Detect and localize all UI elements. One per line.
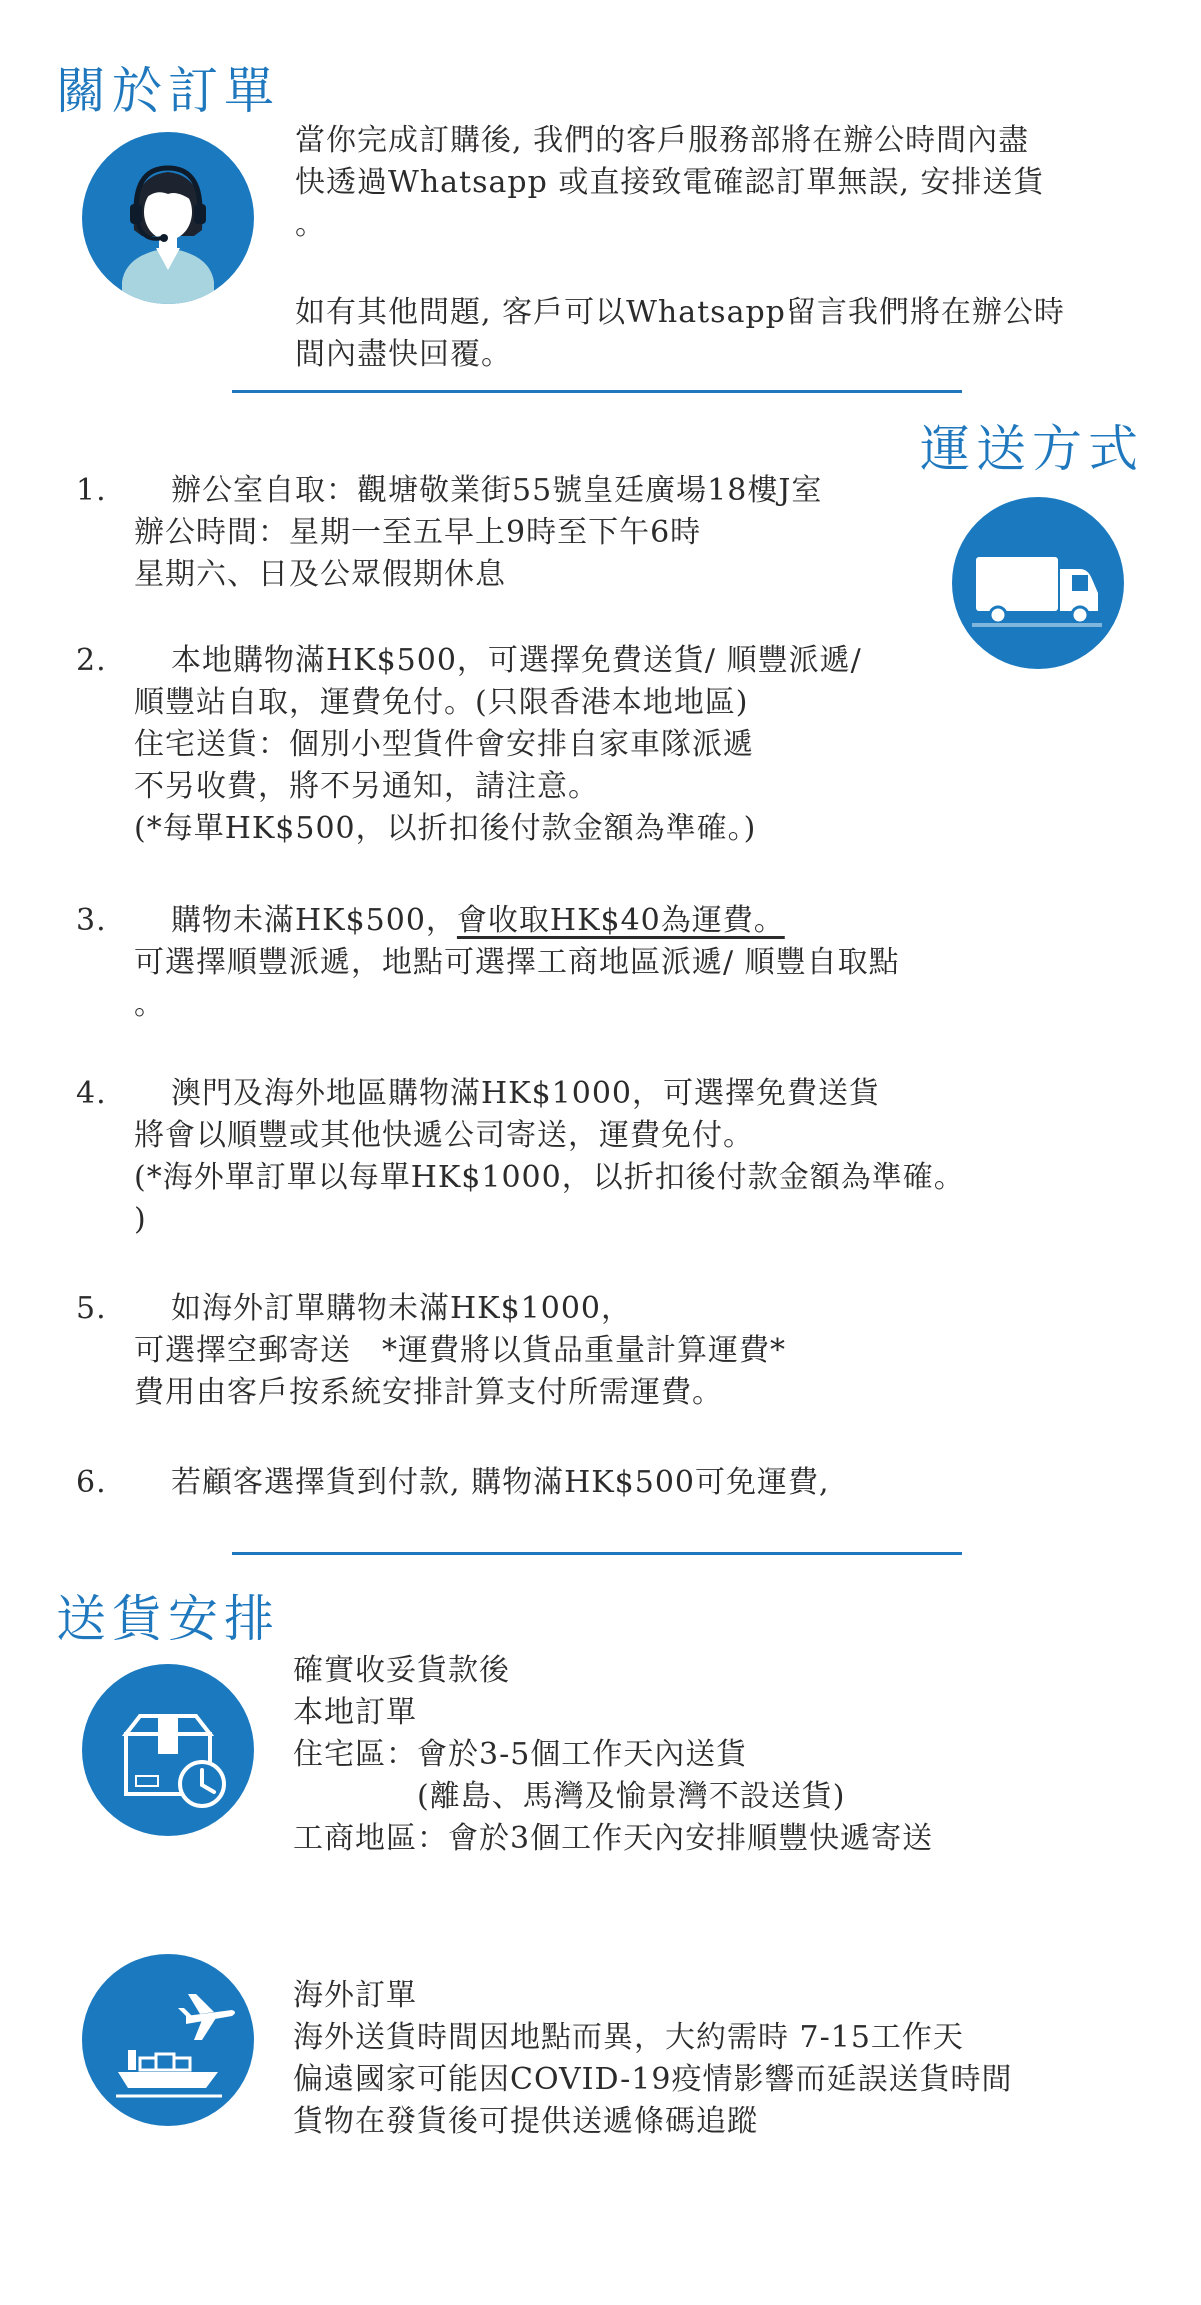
item-number: 2.	[76, 643, 107, 678]
overseas-delivery-line-3: 偏遠國家可能因COVID-19疫情影響而延誤送貨時間	[293, 2062, 1013, 2097]
item-line: (*每單HK$500，以折扣後付款金額為準確。)	[134, 811, 757, 846]
local-delivery-line-5: 工商地區：會於3個工作天內安排順豐快遞寄送	[293, 1821, 934, 1856]
item-line: 辦公室自取：觀塘敬業街55號皇廷廣場18樓J室	[171, 473, 823, 508]
item-number: 6.	[76, 1465, 107, 1500]
item-line: )	[134, 1202, 147, 1237]
about-paragraph-line-2: 快透過Whatsapp 或直接致電確認訂單無誤, 安排送貨	[295, 165, 1045, 200]
shipping-item-1	[76, 470, 936, 596]
about-paragraph-line-3: 。	[295, 207, 326, 242]
item-line: 。	[134, 987, 165, 1022]
item-line: 費用由客戶按系統安排計算支付所需運費。	[134, 1375, 723, 1410]
shipping-method-heading: 運送方式	[920, 420, 1144, 478]
item-number: 5.	[76, 1291, 107, 1326]
shipping-item-4	[76, 1073, 1136, 1241]
item-line: 澳門及海外地區購物滿HK$1000，可選擇免費送貨	[171, 1076, 881, 1111]
local-delivery-line-3: 住宅區：會於3-5個工作天內送貨	[293, 1737, 748, 1772]
section-divider	[232, 1552, 962, 1555]
item-line: (*海外單訂單以每單HK$1000，以折扣後付款金額為準確。	[134, 1160, 965, 1195]
item-line: 可選擇空郵寄送 *運費將以貨品重量計算運費*	[134, 1333, 786, 1368]
about-paragraph2-line-2: 間內盡快回覆。	[295, 337, 512, 372]
item-number: 3.	[76, 903, 107, 938]
item-line	[76, 900, 1076, 942]
customer-service-icon	[82, 132, 254, 304]
shipping-item-2	[76, 640, 976, 850]
overseas-delivery-line-1: 海外訂單	[293, 1978, 417, 2013]
item-line: 住宅送貨：個別小型貨件會安排自家車隊派遞	[134, 727, 754, 762]
shipping-item-6	[76, 1462, 1036, 1504]
package-clock-icon	[82, 1664, 254, 1836]
item-line: 若顧客選擇貨到付款, 購物滿HK$500可免運費,	[171, 1465, 830, 1500]
local-delivery-line-1: 確實收妥貨款後	[293, 1653, 510, 1688]
item-line: 本地購物滿HK$500，可選擇免費送貨/ 順豐派遞/	[171, 643, 862, 678]
overseas-delivery-line-4: 貨物在發貨後可提供送遞條碼追蹤	[293, 2104, 758, 2139]
shipping-item-3	[76, 900, 1076, 1026]
item-line: 如海外訂單購物未滿HK$1000，	[171, 1291, 633, 1326]
local-delivery-line-4: (離島、馬灣及愉景灣不設送貨)	[293, 1779, 846, 1814]
delivery-arrangement-heading: 送貨安排	[56, 1590, 280, 1648]
item-line: 辦公時間：星期一至五早上9時至下午6時	[134, 515, 702, 550]
about-order-heading: 關於訂單	[56, 62, 280, 120]
overseas-delivery-line-2: 海外送貨時間因地點而異，大約需時 7-15工作天	[293, 2020, 964, 2055]
delivery-truck-icon	[952, 497, 1124, 669]
item-number: 4.	[76, 1076, 107, 1111]
item-line: 順豐站自取，運費免付。(只限香港本地地區)	[134, 685, 749, 720]
item-line: 不另收費，將不另通知，請注意。	[134, 769, 599, 804]
item-line: 星期六、日及公眾假期休息	[134, 557, 506, 592]
item-line: 可選擇順豐派遞，地點可選擇工商地區派遞/ 順豐自取點	[134, 945, 900, 980]
local-delivery-line-2: 本地訂單	[293, 1695, 417, 1730]
item-line-prefix: 購物未滿HK$500，	[171, 903, 457, 938]
plane-ship-icon	[82, 1954, 254, 2126]
item-line: 將會以順豐或其他快遞公司寄送，運費免付。	[134, 1118, 754, 1153]
item-number: 1.	[76, 473, 107, 508]
shipping-item-5	[76, 1288, 1036, 1414]
about-paragraph-line-1: 當你完成訂購後, 我們的客戶服務部將在辦公時間內盡	[295, 123, 1030, 158]
section-divider	[232, 390, 962, 393]
about-paragraph2-line-1: 如有其他問題, 客戶可以Whatsapp留言我們將在辦公時	[295, 295, 1065, 330]
shipping-fee-underlined: 會收取HK$40為運費。	[456, 903, 785, 938]
